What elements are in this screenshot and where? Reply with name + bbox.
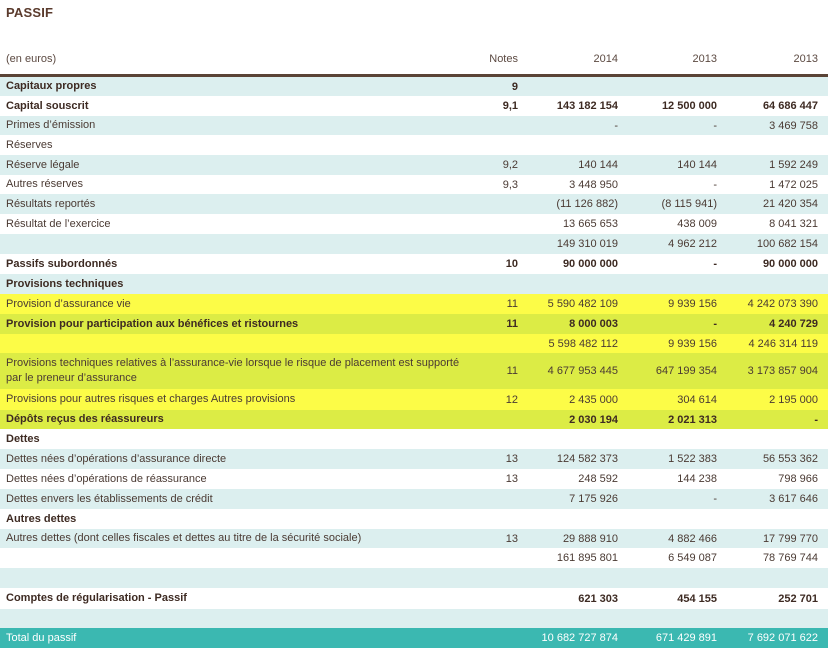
row-notes: 12 bbox=[505, 393, 518, 406]
row-notes: 9,1 bbox=[502, 100, 518, 112]
value-2013-b: 17 799 770 bbox=[762, 532, 818, 545]
value-2013-a: 6 549 087 bbox=[668, 552, 717, 564]
value-2014: 248 592 bbox=[578, 473, 618, 485]
table-row bbox=[0, 77, 828, 96]
value-2013-b: 100 682 154 bbox=[756, 238, 818, 250]
value-2013-a: 9 939 156 bbox=[668, 337, 717, 350]
value-2013-a bbox=[620, 509, 717, 529]
row-notes bbox=[470, 568, 518, 588]
row-label: Provision pour participation aux bénéfices et ristournes bbox=[6, 317, 299, 330]
row-notes bbox=[470, 588, 518, 609]
value-2013-b: 798 966 bbox=[778, 473, 818, 485]
value-2014 bbox=[520, 135, 618, 155]
value-2013-b bbox=[720, 135, 818, 155]
row-label: Dettes bbox=[6, 432, 40, 445]
row-notes: 13 bbox=[505, 532, 518, 545]
value-2013-b: 56 553 362 bbox=[762, 453, 818, 465]
value-2014: 13 665 653 bbox=[562, 218, 618, 230]
value-2013-a: 1 522 383 bbox=[668, 453, 717, 465]
value-2013-a: 304 614 bbox=[677, 393, 717, 406]
column-header-2014: 2014 bbox=[593, 53, 618, 65]
value-2013-a: - bbox=[713, 318, 717, 330]
value-2013-a: 671 429 891 bbox=[655, 632, 717, 644]
value-2013-a: 9 939 156 bbox=[668, 298, 717, 310]
value-2014: 3 448 950 bbox=[569, 178, 618, 191]
value-2013-b: 3 617 646 bbox=[769, 493, 818, 505]
value-2014: 143 182 154 bbox=[556, 100, 618, 112]
row-label: Dépôts reçus des réassureurs bbox=[6, 413, 164, 425]
value-2013-b bbox=[720, 568, 818, 588]
value-2013-b: 1 472 025 bbox=[769, 178, 818, 191]
table-row bbox=[0, 294, 828, 314]
page-title: PASSIF bbox=[6, 5, 54, 20]
row-label: Capitaux propres bbox=[6, 80, 97, 92]
value-2013-b bbox=[720, 274, 818, 294]
row-notes bbox=[470, 334, 518, 353]
value-2014: 7 175 926 bbox=[569, 493, 618, 505]
value-2013-a bbox=[620, 77, 717, 96]
table-row bbox=[0, 548, 828, 568]
value-2013-b bbox=[720, 509, 818, 529]
value-2014: 90 000 000 bbox=[562, 258, 618, 270]
row-notes: 10 bbox=[505, 258, 518, 270]
value-2013-a: - bbox=[713, 178, 717, 191]
table-row bbox=[0, 489, 828, 509]
value-2013-b: 3 469 758 bbox=[769, 119, 818, 132]
table-row bbox=[0, 449, 828, 469]
table-row bbox=[0, 175, 828, 194]
value-2013-b: 3 173 857 904 bbox=[747, 365, 818, 377]
value-2014: 2 030 194 bbox=[569, 413, 618, 426]
row-notes: 11 bbox=[506, 318, 518, 330]
value-2013-b: - bbox=[814, 413, 818, 426]
row-notes: 13 bbox=[505, 453, 518, 465]
table-row bbox=[0, 234, 828, 254]
row-label: Résultats reportés bbox=[6, 197, 96, 210]
value-2014: 5 590 482 109 bbox=[547, 298, 618, 310]
row-notes: 9,2 bbox=[502, 159, 518, 171]
row-label: Réserve légale bbox=[6, 158, 80, 171]
value-2013-a bbox=[620, 429, 717, 449]
value-2013-a: 12 500 000 bbox=[661, 100, 717, 112]
table-row bbox=[0, 116, 828, 135]
value-2013-a: 4 882 466 bbox=[668, 532, 717, 545]
value-2013-b: 64 686 447 bbox=[762, 100, 818, 112]
value-2013-a bbox=[620, 609, 717, 628]
value-2013-b: 2 195 000 bbox=[769, 393, 818, 406]
value-2013-a: 144 238 bbox=[677, 473, 717, 485]
value-2014 bbox=[520, 568, 618, 588]
table-row bbox=[0, 155, 828, 175]
table-row bbox=[0, 568, 828, 588]
row-notes: 11 bbox=[506, 298, 518, 310]
table-row bbox=[0, 96, 828, 116]
table-row bbox=[0, 194, 828, 214]
row-label: Dettes envers les établissements de crédit bbox=[6, 492, 213, 505]
value-2014: 140 144 bbox=[578, 159, 618, 171]
value-2014: 149 310 019 bbox=[556, 238, 618, 250]
value-2013-a: 454 155 bbox=[677, 592, 717, 605]
value-2013-a: 2 021 313 bbox=[668, 413, 717, 426]
table-row bbox=[0, 609, 828, 628]
table-row bbox=[0, 429, 828, 449]
units-label: (en euros) bbox=[6, 52, 57, 65]
row-label: Capital souscrit bbox=[6, 99, 89, 112]
value-2013-a bbox=[620, 135, 717, 155]
value-2013-b: 4 240 729 bbox=[769, 318, 818, 330]
value-2014: 4 677 953 445 bbox=[547, 365, 618, 377]
row-label: Provisions techniques bbox=[6, 277, 124, 290]
row-label: Autres réserves bbox=[6, 178, 84, 190]
row-notes bbox=[470, 410, 518, 429]
table-row bbox=[0, 135, 828, 155]
table-row bbox=[0, 529, 828, 548]
row-notes bbox=[470, 548, 518, 568]
value-2014: 8 000 003 bbox=[569, 318, 618, 330]
value-2013-a: 647 199 354 bbox=[655, 365, 717, 377]
row-notes bbox=[470, 628, 518, 648]
table-row bbox=[0, 274, 828, 294]
value-2014: 621 303 bbox=[578, 592, 618, 605]
row-label: Passifs subordonnés bbox=[6, 257, 118, 270]
row-label: Primes d’émission bbox=[6, 119, 96, 131]
value-2014: 29 888 910 bbox=[562, 532, 618, 545]
table-row bbox=[0, 254, 828, 274]
value-2013-b: 252 701 bbox=[778, 592, 818, 605]
value-2013-a: - bbox=[713, 119, 717, 132]
column-header-2013-a: 2013 bbox=[692, 53, 717, 65]
value-2013-a bbox=[620, 568, 717, 588]
row-notes bbox=[470, 116, 518, 135]
table-row bbox=[0, 314, 828, 334]
value-2013-a: 438 009 bbox=[677, 218, 717, 230]
value-2013-b: 90 000 000 bbox=[762, 258, 818, 270]
row-label bbox=[6, 609, 466, 628]
row-notes bbox=[470, 429, 518, 449]
row-label: Total du passif bbox=[6, 631, 77, 644]
value-2013-a bbox=[620, 274, 717, 294]
row-label bbox=[6, 234, 466, 254]
row-label: Comptes de régularisation - Passif bbox=[6, 592, 187, 604]
table-row bbox=[0, 389, 828, 410]
value-2013-b: 4 246 314 119 bbox=[748, 337, 818, 350]
table-row bbox=[0, 334, 828, 353]
value-2014: - bbox=[614, 119, 618, 132]
value-2013-a: - bbox=[713, 493, 717, 505]
value-2013-a: - bbox=[713, 258, 717, 270]
value-2013-b bbox=[720, 77, 818, 96]
value-2014: 124 582 373 bbox=[556, 453, 618, 465]
value-2013-a: 140 144 bbox=[677, 159, 717, 171]
row-label: Réserves bbox=[6, 138, 53, 151]
row-label: Résultat de l’exercice bbox=[6, 217, 111, 230]
row-notes: 9,3 bbox=[502, 178, 518, 191]
value-2014 bbox=[520, 274, 618, 294]
row-label bbox=[6, 568, 466, 588]
table-row bbox=[0, 509, 828, 529]
value-2014 bbox=[520, 609, 618, 628]
value-2013-b bbox=[720, 609, 818, 628]
row-label: Provisions techniques relatives à l’assurance-vie lorsque le risque de placement est supporté par le preneur d’assurance bbox=[6, 357, 460, 384]
row-label: Provision d’assurance vie bbox=[6, 297, 131, 310]
table-row bbox=[0, 410, 828, 429]
column-header-2013-b: 2013 bbox=[793, 53, 818, 65]
row-label: Provisions pour autres risques et charges Autres provisions bbox=[6, 393, 296, 405]
row-label: Dettes nées d’opérations de réassurance bbox=[6, 472, 207, 485]
value-2013-b: 7 692 071 622 bbox=[747, 632, 818, 644]
row-notes bbox=[470, 214, 518, 234]
row-notes bbox=[470, 509, 518, 529]
value-2013-b bbox=[720, 429, 818, 449]
value-2014: (11 126 882) bbox=[556, 198, 618, 210]
row-label bbox=[6, 548, 466, 568]
row-label bbox=[6, 334, 466, 353]
value-2013-b: 1 592 249 bbox=[769, 159, 818, 171]
row-notes: 13 bbox=[505, 473, 518, 485]
value-2014 bbox=[520, 429, 618, 449]
row-label: Autres dettes (dont celles fiscales et dettes au titre de la sécurité sociale) bbox=[6, 532, 362, 544]
value-2014: 2 435 000 bbox=[569, 393, 618, 406]
row-notes: 11 bbox=[506, 365, 518, 377]
notes-header: Notes bbox=[489, 53, 518, 65]
row-notes bbox=[470, 234, 518, 254]
value-2013-b: 4 242 073 390 bbox=[747, 298, 818, 310]
row-notes bbox=[470, 489, 518, 509]
row-notes bbox=[470, 609, 518, 628]
value-2013-b: 78 769 744 bbox=[762, 552, 818, 564]
value-2013-a: (8 115 941) bbox=[661, 198, 717, 210]
value-2013-b: 21 420 354 bbox=[762, 198, 818, 210]
table-row bbox=[0, 588, 828, 609]
row-notes bbox=[470, 274, 518, 294]
table-header bbox=[0, 48, 828, 70]
row-notes bbox=[470, 135, 518, 155]
value-2013-b: 8 041 321 bbox=[769, 218, 818, 230]
value-2014: 161 895 801 bbox=[556, 552, 618, 564]
value-2014: 10 682 727 874 bbox=[541, 632, 618, 644]
value-2013-a: 4 962 212 bbox=[668, 238, 717, 250]
table-row bbox=[0, 469, 828, 489]
table-row bbox=[0, 353, 828, 389]
row-label: Autres dettes bbox=[6, 512, 77, 525]
value-2014 bbox=[520, 77, 618, 96]
value-2014 bbox=[520, 509, 618, 529]
table-row bbox=[0, 214, 828, 234]
value-2014: 5 598 482 112 bbox=[548, 337, 618, 350]
row-notes: 9 bbox=[511, 80, 518, 93]
total-row bbox=[0, 628, 828, 648]
row-notes bbox=[470, 194, 518, 214]
row-label: Dettes nées d’opérations d’assurance directe bbox=[6, 452, 227, 465]
